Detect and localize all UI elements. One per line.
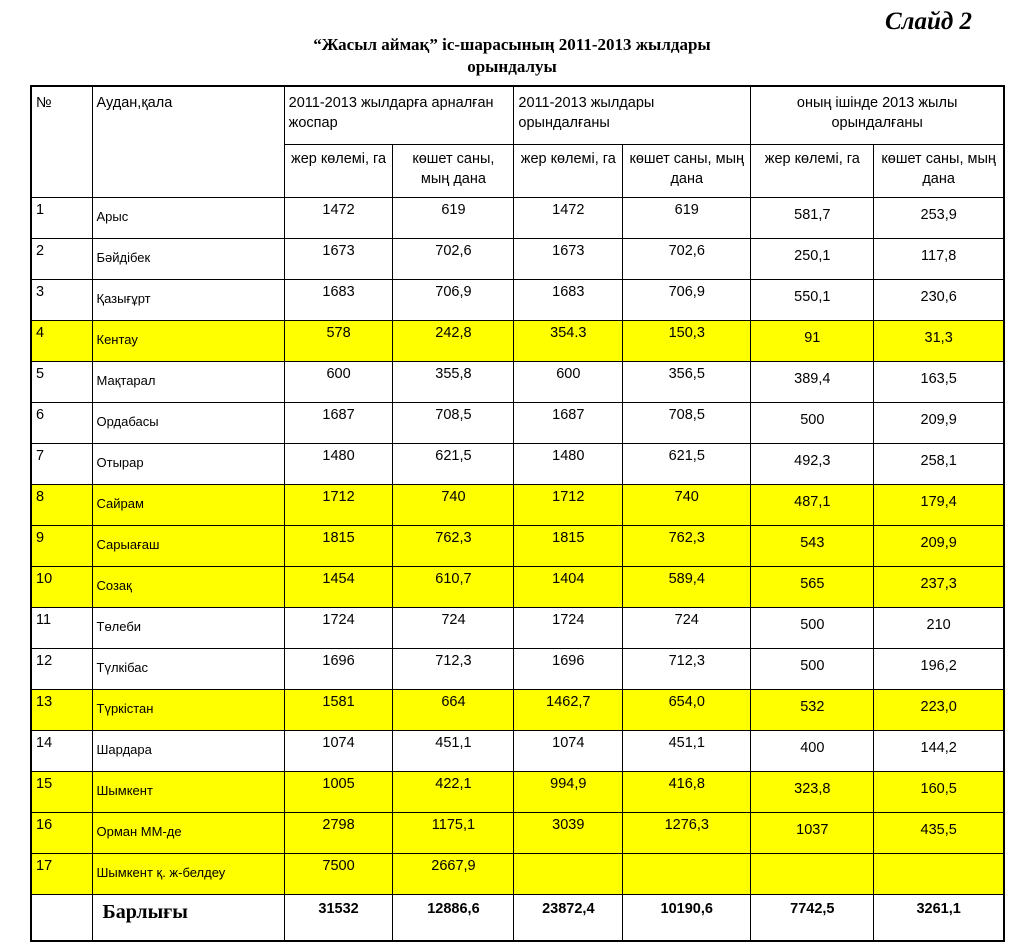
table-row [31,649,1004,690]
row-plan-seedlings: 702,6 [393,239,514,280]
row-done-area: 1683 [514,280,623,321]
row-2013-seedlings: 230,6 [874,280,1004,321]
row-2013-area: 532 [751,690,874,731]
row-done-seedlings: 619 [623,198,751,239]
table-row [31,854,1004,895]
row-2013-area: 323,8 [751,772,874,813]
table-row [31,485,1004,526]
row-done-seedlings: 150,3 [623,321,751,362]
row-2013-area: 91 [751,321,874,362]
row-plan-seedlings: 2667,9 [393,854,514,895]
table-row [31,813,1004,854]
row-2013-seedlings: 196,2 [874,649,1004,690]
row-plan-area: 1673 [284,239,393,280]
row-2013-seedlings: 435,5 [874,813,1004,854]
row-plan-area: 7500 [284,854,393,895]
table-row [31,772,1004,813]
row-district: Отырар [92,444,284,485]
table-row [31,403,1004,444]
total-value-6: 3261,1 [874,895,1004,942]
row-2013-area: 400 [751,731,874,772]
row-plan-area: 1454 [284,567,393,608]
row-2013-seedlings: 163,5 [874,362,1004,403]
header-in-2013: оның ішінде 2013 жылы орындалғаны [751,86,1004,145]
total-value-2: 12886,6 [393,895,514,942]
row-plan-area: 1724 [284,608,393,649]
row-done-seedlings: 706,9 [623,280,751,321]
row-plan-area: 2798 [284,813,393,854]
row-plan-area: 1581 [284,690,393,731]
row-2013-seedlings: 223,0 [874,690,1004,731]
row-plan-seedlings: 706,9 [393,280,514,321]
row-plan-area: 1815 [284,526,393,567]
row-plan-area: 578 [284,321,393,362]
row-number: 1 [31,198,92,239]
total-row [31,895,1004,942]
row-plan-seedlings: 242,8 [393,321,514,362]
row-district: Сарыағаш [92,526,284,567]
row-number: 13 [31,690,92,731]
row-2013-area: 550,1 [751,280,874,321]
row-done-seedlings: 712,3 [623,649,751,690]
table-row [31,280,1004,321]
row-number: 4 [31,321,92,362]
row-2013-area: 487,1 [751,485,874,526]
row-number: 7 [31,444,92,485]
row-plan-area: 1683 [284,280,393,321]
row-done-seedlings: 1276,3 [623,813,751,854]
row-done-seedlings: 724 [623,608,751,649]
row-done-seedlings: 702,6 [623,239,751,280]
row-2013-area: 500 [751,403,874,444]
row-plan-seedlings: 664 [393,690,514,731]
title-line-1: “Жасыл аймақ” іс-шарасының 2011-2013 жылдары [313,35,711,54]
header-row-1 [31,86,1004,145]
row-plan-area: 600 [284,362,393,403]
row-plan-seedlings: 610,7 [393,567,514,608]
table-row [31,198,1004,239]
row-plan-seedlings: 451,1 [393,731,514,772]
row-done-area: 994,9 [514,772,623,813]
row-done-area: 600 [514,362,623,403]
row-done-seedlings: 708,5 [623,403,751,444]
page-title [0,34,1024,78]
row-plan-seedlings: 422,1 [393,772,514,813]
row-plan-seedlings: 1175,1 [393,813,514,854]
row-district: Түркістан [92,690,284,731]
row-2013-seedlings: 253,9 [874,198,1004,239]
row-2013-seedlings: 209,9 [874,403,1004,444]
row-plan-area: 1074 [284,731,393,772]
row-district: Кентау [92,321,284,362]
row-2013-seedlings: 179,4 [874,485,1004,526]
row-plan-seedlings: 724 [393,608,514,649]
row-2013-area: 1037 [751,813,874,854]
row-done-area: 1074 [514,731,623,772]
row-number: 10 [31,567,92,608]
header-num: № [31,86,92,198]
total-value-4: 10190,6 [623,895,751,942]
results-table [30,85,1005,942]
header-done-area: жер көлемі, га [514,145,623,198]
row-2013-seedlings: 31,3 [874,321,1004,362]
slide-label: Слайд 2 [884,8,972,35]
row-plan-seedlings: 712,3 [393,649,514,690]
row-district: Шардара [92,731,284,772]
row-plan-area: 1472 [284,198,393,239]
row-2013-seedlings: 237,3 [874,567,1004,608]
row-number: 12 [31,649,92,690]
header-done: 2011-2013 жылдары орындалғаны [514,86,751,145]
row-done-area: 1696 [514,649,623,690]
row-district: Мақтарал [92,362,284,403]
total-label: Барлығы [92,895,284,942]
row-done-seedlings: 451,1 [623,731,751,772]
row-2013-seedlings [874,854,1004,895]
header-done-seedlings: көшет саны, мың дана [623,145,751,198]
row-district: Қазығұрт [92,280,284,321]
total-empty-cell [31,895,92,942]
row-2013-area: 250,1 [751,239,874,280]
table-row [31,321,1004,362]
header-plan-area: жер көлемі, га [284,145,393,198]
row-plan-seedlings: 621,5 [393,444,514,485]
row-done-seedlings: 762,3 [623,526,751,567]
row-done-area: 354.3 [514,321,623,362]
row-district: Түлкібас [92,649,284,690]
row-done-seedlings: 621,5 [623,444,751,485]
row-done-seedlings: 356,5 [623,362,751,403]
row-2013-area: 565 [751,567,874,608]
row-district: Созақ [92,567,284,608]
row-district: Бәйдібек [92,239,284,280]
row-plan-seedlings: 619 [393,198,514,239]
title-line-2: орындалуы [467,57,557,76]
row-district: Сайрам [92,485,284,526]
row-done-area: 1404 [514,567,623,608]
row-number: 11 [31,608,92,649]
row-2013-seedlings: 117,8 [874,239,1004,280]
row-done-seedlings: 740 [623,485,751,526]
row-done-area: 1472 [514,198,623,239]
table-row [31,444,1004,485]
table-row [31,526,1004,567]
row-2013-area: 581,7 [751,198,874,239]
row-number: 9 [31,526,92,567]
row-plan-area: 1696 [284,649,393,690]
row-2013-area: 389,4 [751,362,874,403]
row-done-area [514,854,623,895]
header-2013-area: жер көлемі, га [751,145,874,198]
row-number: 16 [31,813,92,854]
header-district: Аудан,қала [92,86,284,198]
row-number: 3 [31,280,92,321]
row-plan-area: 1480 [284,444,393,485]
row-plan-seedlings: 708,5 [393,403,514,444]
row-2013-seedlings: 144,2 [874,731,1004,772]
table-row [31,567,1004,608]
total-value-3: 23872,4 [514,895,623,942]
row-done-area: 1480 [514,444,623,485]
row-number: 6 [31,403,92,444]
row-district: Шымкент [92,772,284,813]
row-plan-area: 1712 [284,485,393,526]
row-number: 2 [31,239,92,280]
row-2013-seedlings: 210 [874,608,1004,649]
row-done-seedlings [623,854,751,895]
row-plan-area: 1687 [284,403,393,444]
table-row [31,608,1004,649]
row-district: Орман ММ-де [92,813,284,854]
row-plan-seedlings: 740 [393,485,514,526]
row-plan-seedlings: 355,8 [393,362,514,403]
row-district: Арыс [92,198,284,239]
row-2013-area: 492,3 [751,444,874,485]
row-district: Шымкент қ. ж-белдеу [92,854,284,895]
row-district: Ордабасы [92,403,284,444]
row-number: 15 [31,772,92,813]
table-row [31,731,1004,772]
row-number: 5 [31,362,92,403]
row-number: 17 [31,854,92,895]
header-2013-seedlings: көшет саны, мың дана [874,145,1004,198]
row-done-seedlings: 654,0 [623,690,751,731]
row-2013-seedlings: 160,5 [874,772,1004,813]
row-plan-area: 1005 [284,772,393,813]
total-value-1: 31532 [284,895,393,942]
header-plan: 2011-2013 жылдарға арналған жоспар [284,86,514,145]
row-done-area: 1724 [514,608,623,649]
row-done-area: 1815 [514,526,623,567]
row-2013-seedlings: 258,1 [874,444,1004,485]
total-value-5: 7742,5 [751,895,874,942]
row-done-seedlings: 589,4 [623,567,751,608]
header-plan-seedlings: көшет саны, мың дана [393,145,514,198]
row-done-area: 1462,7 [514,690,623,731]
table-row [31,239,1004,280]
row-2013-area [751,854,874,895]
row-district: Төлеби [92,608,284,649]
row-2013-area: 500 [751,608,874,649]
row-done-seedlings: 416,8 [623,772,751,813]
row-2013-area: 543 [751,526,874,567]
row-2013-seedlings: 209,9 [874,526,1004,567]
row-number: 14 [31,731,92,772]
row-done-area: 1673 [514,239,623,280]
row-done-area: 1687 [514,403,623,444]
table-row [31,690,1004,731]
row-number: 8 [31,485,92,526]
row-done-area: 3039 [514,813,623,854]
row-plan-seedlings: 762,3 [393,526,514,567]
table-row [31,362,1004,403]
row-done-area: 1712 [514,485,623,526]
row-2013-area: 500 [751,649,874,690]
